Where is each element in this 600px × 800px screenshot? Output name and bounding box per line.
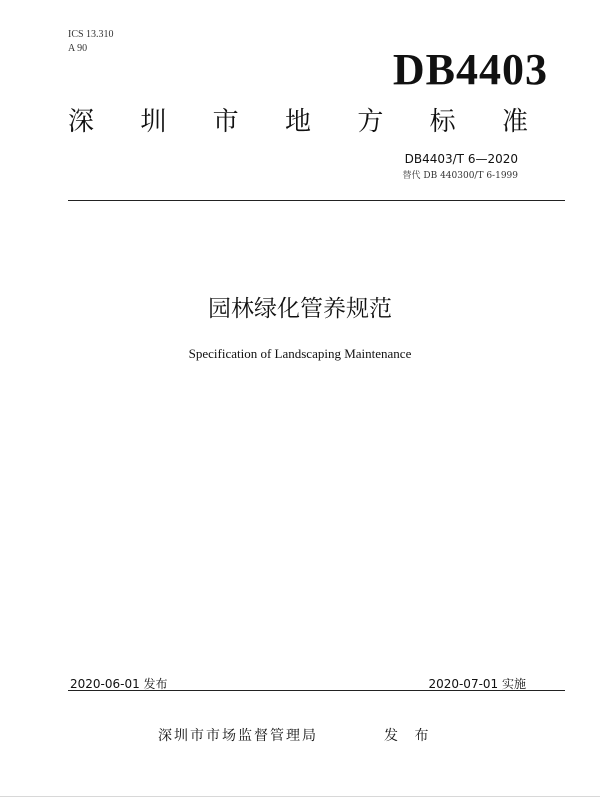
standard-type-heading [68,104,528,140]
ics-code: ICS 13.310 [68,29,114,40]
classification-codes [68,28,114,56]
issuing-authority: 深圳市市场监督管理局 [158,728,318,744]
standard-type-char: 圳 [140,107,167,137]
standard-type-char: 标 [429,107,456,137]
footer-divider [68,690,565,691]
document-title-chinese: 园林绿化管养规范 [208,296,392,322]
page-edge [0,796,600,797]
standard-type-char: 市 [212,107,239,137]
document-title-english: Specification of Landscaping Maintenance [188,346,412,361]
standard-type-char: 方 [357,107,384,137]
publish-date: 2020-06-01 发布 [70,677,168,691]
standard-code: DB4403 [392,45,548,94]
header-divider [68,200,565,201]
standard-number: DB4403/T 6—2020 [404,152,518,166]
issue-label: 发 布 [384,728,435,744]
replaces-note: 替代 DB 440300/T 6-1999 [402,171,518,181]
standard-type-char: 准 [501,107,528,137]
standard-type-char: 深 [68,107,95,137]
ccs-code: A 90 [68,43,88,54]
implement-date: 2020-07-01 实施 [428,677,526,691]
standard-type-char: 地 [284,107,311,137]
